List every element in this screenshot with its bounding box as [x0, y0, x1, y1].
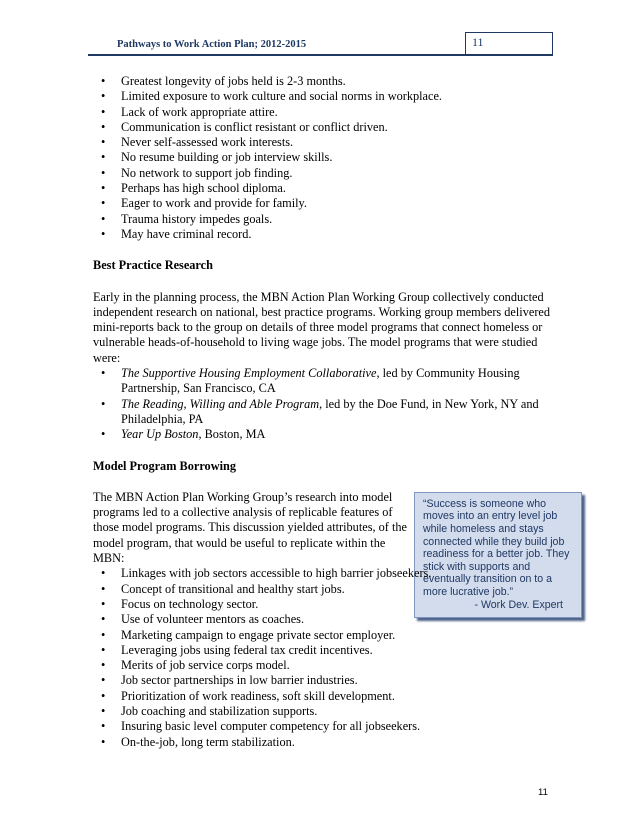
program-detail: , led by the Doe Fund, in New York, NY and Philadelphia, PA: [121, 396, 539, 426]
page-number: 11: [538, 787, 548, 798]
list-item: • No network to support job finding.: [93, 166, 563, 181]
program-name: The Reading, Willing and Able Program: [121, 396, 320, 411]
list-item: • No resume building or job interview skills.: [93, 150, 563, 165]
list-item: • Concept of transitional and healthy start jobs.: [93, 582, 563, 597]
program-detail: , led by Community Housing Partnership, San Francisco, CA: [121, 366, 520, 396]
list-item: • Marketing campaign to engage private sector employer.: [93, 628, 563, 643]
header-rule: [88, 54, 553, 56]
list-item: • Job sector partnerships in low barrier industries.: [93, 673, 563, 688]
list-item: • Perhaps has high school diploma.: [93, 181, 563, 196]
list-item: • On-the-job, long term stabilization.: [93, 735, 563, 750]
list-item: • Never self-assessed work interests.: [93, 135, 563, 150]
list-item: • Limited exposure to work culture and social norms in workplace.: [93, 89, 563, 104]
list-item: • Job coaching and stabilization supports.: [93, 704, 563, 719]
list-item: • Use of volunteer mentors as coaches.: [93, 612, 563, 627]
list-item: • Insuring basic level computer competency for all jobseekers.: [93, 719, 563, 734]
list-item: [93, 427, 563, 442]
list-item: • Linkages with job sectors accessible to high barrier jobseekers.: [93, 566, 437, 581]
callout-quote: “Success is someone who moves into an entry level job while homeless and stays connected while they build job readiness for a better job. They stick with supports and eventually transition on to a more lucrative job.”: [423, 497, 570, 598]
list-item: • Trauma history impedes goals.: [93, 212, 563, 227]
header-page-box: [465, 32, 553, 54]
list-item: [93, 366, 563, 397]
list-item: [93, 397, 563, 428]
list-item: • May have criminal record.: [93, 227, 563, 242]
list-item: • Leveraging jobs using federal tax credit incentives.: [93, 643, 563, 658]
best-practice-paragraph: Early in the planning process, the MBN Action Plan Working Group collectively conducted independent research on national, best practice programs. Working group members delivered mini-reports back to the group on details of three model programs that connect homeless or vulnerable heads-of-household to living wage jobs. The model programs that were studied were:: [93, 289, 551, 365]
model-program-paragraph: The MBN Action Plan Working Group’s research into model programs led to a collective analysis of replicable features of those model programs. This discussion yielded attributes, of the model program, that would be useful to replicate within the MBN:: [93, 489, 407, 566]
header-title: Pathways to Work Action Plan; 2012-2015: [117, 39, 307, 50]
list-item: • Eager to work and provide for family.: [93, 196, 563, 211]
callout-author: - Work Dev. Expert: [474, 598, 563, 611]
program-name: The Supportive Housing Employment Collaborative: [121, 366, 377, 381]
list-item: • Merits of job service corps model.: [93, 658, 563, 673]
list-item: • Greatest longevity of jobs held is 2-3 months.: [93, 74, 563, 89]
list-item: • Lack of work appropriate attire.: [93, 105, 563, 120]
model-program-list: [93, 566, 563, 750]
list-item: • Communication is conflict resistant or conflict driven.: [93, 120, 563, 135]
page-header: [88, 32, 553, 54]
top-bullet-list: [93, 74, 563, 242]
model-program-heading: Model Program Borrowing: [93, 458, 236, 473]
program-detail: , Boston, MA: [198, 427, 266, 442]
program-list: [93, 366, 563, 442]
document-body: [93, 74, 570, 750]
header-page-number: 11: [472, 35, 484, 49]
list-item: • Focus on technology sector.: [93, 597, 563, 612]
list-item: • Prioritization of work readiness, soft skill development.: [93, 689, 563, 704]
model-program-section: [93, 489, 570, 750]
best-practice-heading: Best Practice Research: [93, 258, 213, 273]
program-name: Year Up Boston: [121, 427, 199, 442]
